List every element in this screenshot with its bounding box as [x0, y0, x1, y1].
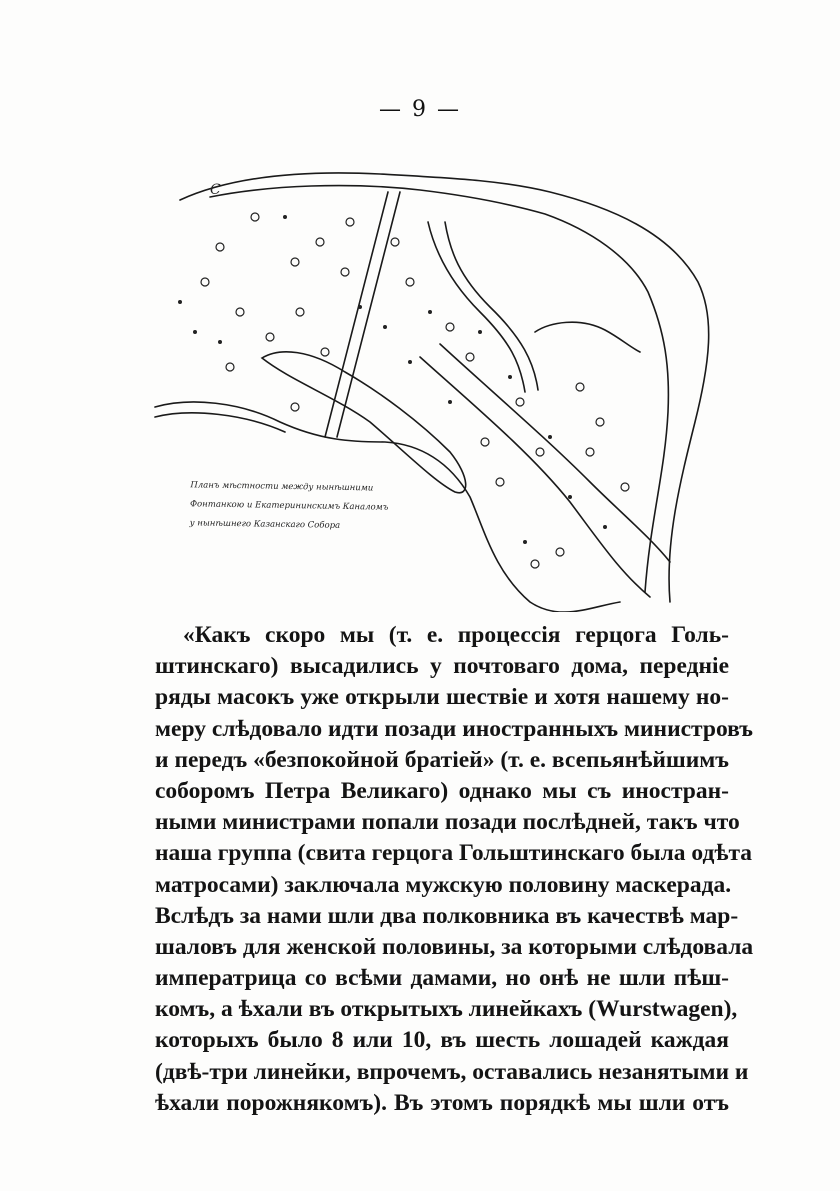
text-line: меру слѣдовало идти позади иностранныхъ министровъ — [155, 715, 753, 742]
road-line-a — [325, 192, 388, 437]
text-line: (двѣ-три линейки, впрочемъ, оставались незанятыми и — [155, 1058, 749, 1085]
canal-right-bank — [440, 344, 670, 562]
text-line: матросами) заключала мужскую половину маскерада. — [155, 871, 732, 898]
text-line: «Какъ скоро мы (т. е. процессія герцога Голь- — [183, 622, 729, 648]
text-line: ными министрами попали позади послѣдней, такъ что — [155, 809, 740, 836]
river-label: С — [210, 182, 221, 198]
map-caption-line: Фонтанкою и Екатерининскимъ Каналомъ — [189, 499, 389, 513]
tributary-lower — [445, 222, 538, 390]
text-line: ряды масокъ уже открыли шествіе и хотя нашему но- — [155, 684, 729, 711]
lake-outline — [262, 352, 466, 493]
page-number: — 9 — — [379, 97, 461, 122]
tributary-branch — [535, 322, 640, 352]
text-line: Вслѣдъ за нами шли два полковника въ качествѣ мар- — [155, 902, 739, 929]
text-line: штинскаго) высадились у почтоваго дома, передніе — [155, 653, 729, 680]
river-upper-bank — [180, 173, 709, 602]
map-caption — [190, 476, 391, 536]
text-line: комъ, а ѣхали въ открытыхъ линейкахъ (Wurstwagen), — [155, 996, 738, 1023]
road-line-b — [337, 192, 400, 437]
tributary-upper — [428, 222, 525, 392]
canal-left-bank — [420, 357, 650, 597]
historical-map-figure — [150, 152, 720, 612]
text-line: соборомъ Петра Великаго) однако мы съ иностран- — [155, 777, 729, 804]
body-paragraph — [155, 620, 754, 1119]
map-caption-line: Планъ мѣстности между нынѣшними — [190, 480, 374, 494]
text-line: которыхъ было 8 или 10, въ шесть лошадей каждая — [155, 1027, 729, 1054]
text-line: императрица со всѣми дамами, но онѣ не шли пѣш- — [155, 965, 729, 992]
text-line: и передъ «безпокойной братіей» (т. е. всепьянѣйшимъ — [155, 746, 729, 773]
map-drawing — [150, 152, 720, 612]
text-line: наша группа (свита герцога Гольштинскаго была одѣта — [155, 840, 753, 867]
text-line: ѣхали порожнякомъ). Въ этомъ порядкѣ мы шли отъ — [155, 1089, 729, 1116]
text-line: шаловъ для женской половины, за которыми слѣдовала — [155, 933, 754, 960]
map-caption-line: у нынѣшнего Казанскаго Собора — [189, 518, 341, 531]
